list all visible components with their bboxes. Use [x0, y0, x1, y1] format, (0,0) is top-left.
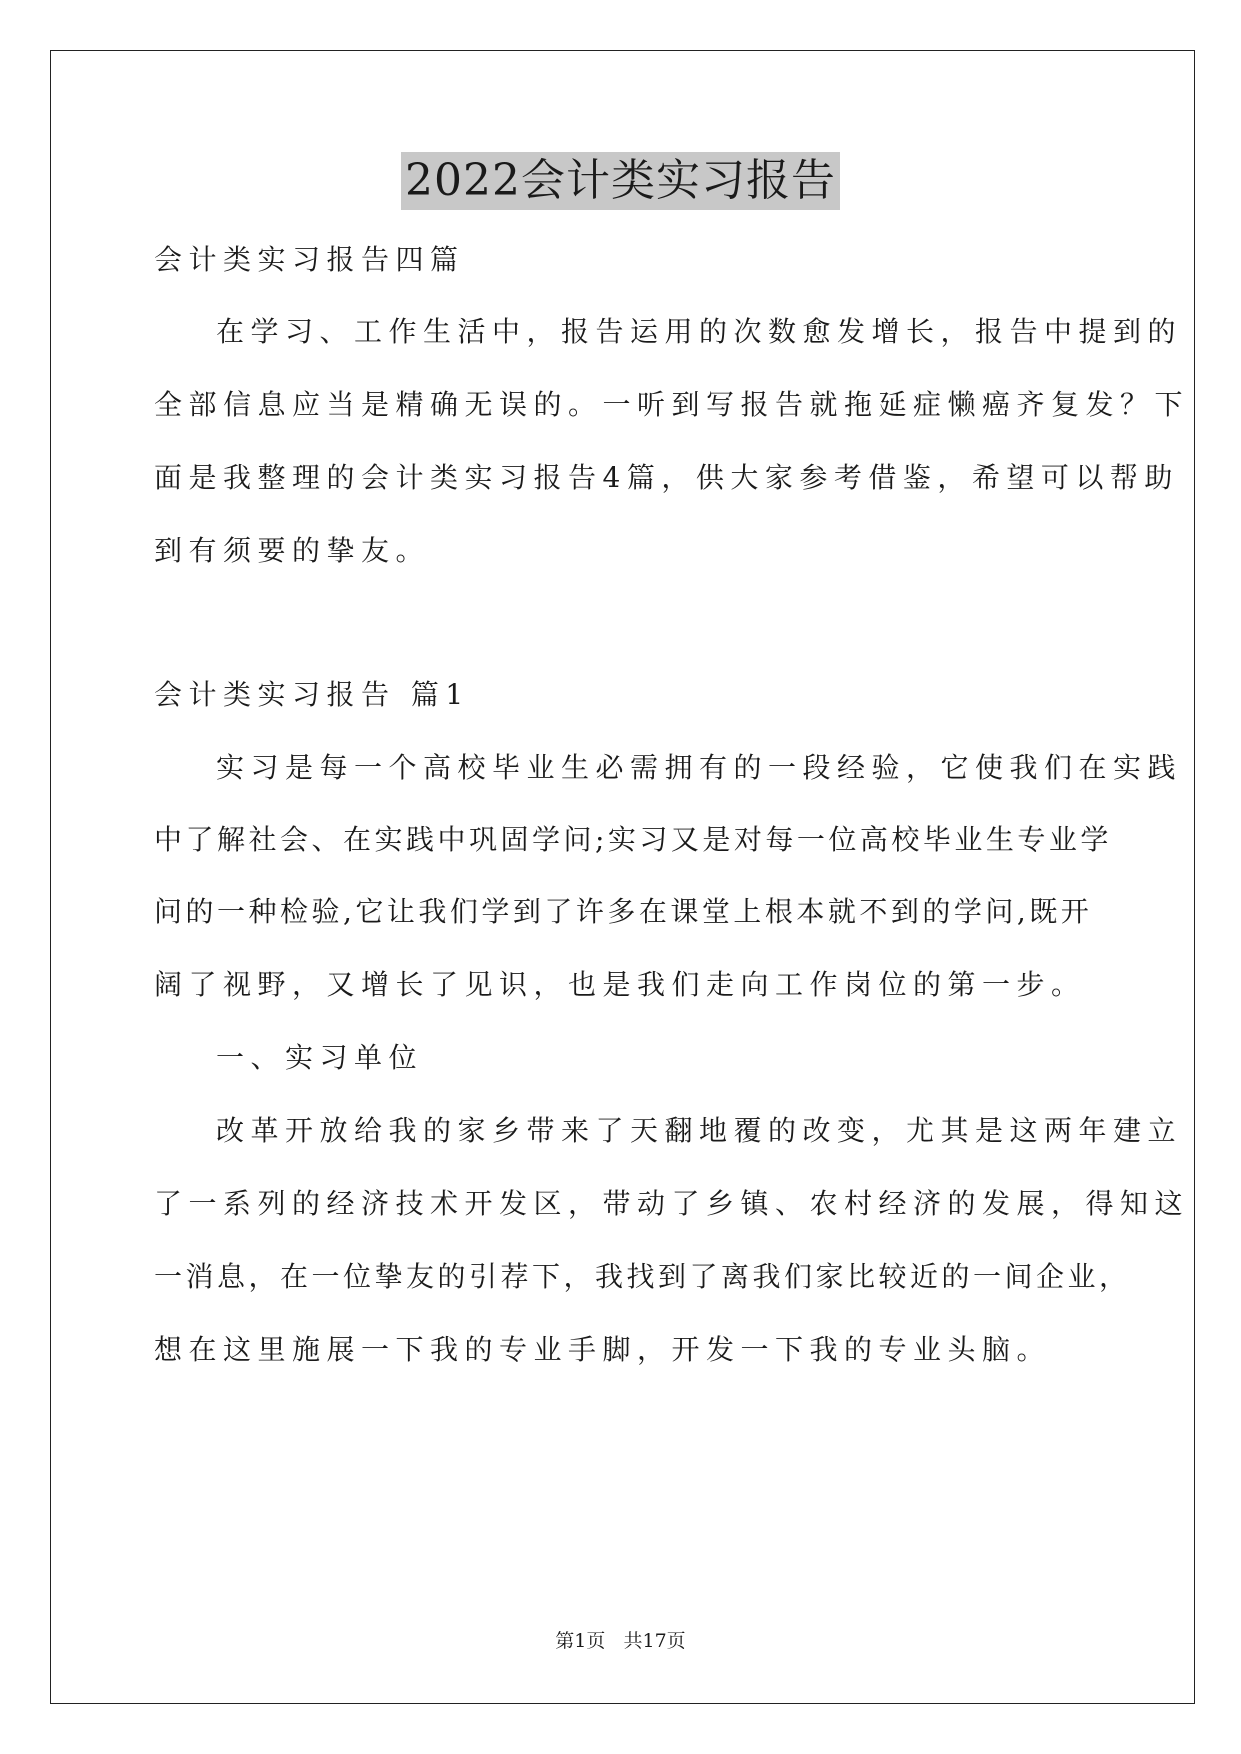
intro-line-2: 全部信息应当是精确无误的。一听到写报告就拖延症懒癌齐复发？下	[154, 388, 1190, 421]
title-container	[0, 152, 1241, 210]
document-title: 2022会计类实习报告	[401, 152, 840, 210]
paragraph-1-line-2: 中了解社会、在实践中巩固学问;实习又是对每一位高校毕业生专业学	[154, 823, 1112, 856]
paragraph-1-line-4: 阔了视野，又增长了见识，也是我们走向工作岗位的第一步。	[154, 968, 1086, 1001]
paragraph-2-line-1: 改革开放给我的家乡带来了天翻地覆的改变，尤其是这两年建立	[216, 1114, 1183, 1147]
intro-line-1: 在学习、工作生活中，报告运用的次数愈发增长，报告中提到的	[216, 315, 1183, 348]
page-border	[50, 50, 1195, 1704]
document-subtitle: 会计类实习报告四篇	[154, 243, 465, 276]
subheading-internship-unit: 一、实习单位	[216, 1041, 424, 1074]
intro-line-3: 面是我整理的会计类实习报告4篇，供大家参考借鉴，希望可以帮助	[154, 461, 1179, 494]
paragraph-1-line-1: 实习是每一个高校毕业生必需拥有的一段经验，它使我们在实践	[216, 751, 1183, 784]
paragraph-2-line-2: 了一系列的经济技术开发区，带动了乡镇、农村经济的发展，得知这	[154, 1187, 1190, 1220]
page-footer: 第1页 共17页	[555, 1630, 686, 1652]
paragraph-2-line-4: 想在这里施展一下我的专业手脚，开发一下我的专业头脑。	[154, 1333, 1052, 1366]
section-heading: 会计类实习报告 篇1	[154, 678, 470, 711]
intro-line-4: 到有须要的挚友。	[154, 534, 431, 567]
paragraph-2-line-3: 一消息，在一位挚友的引荐下，我找到了离我们家比较近的一间企业，	[154, 1260, 1131, 1293]
paragraph-1-line-3: 问的一种检验,它让我们学到了许多在课堂上根本就不到的学问,既开	[154, 895, 1093, 928]
